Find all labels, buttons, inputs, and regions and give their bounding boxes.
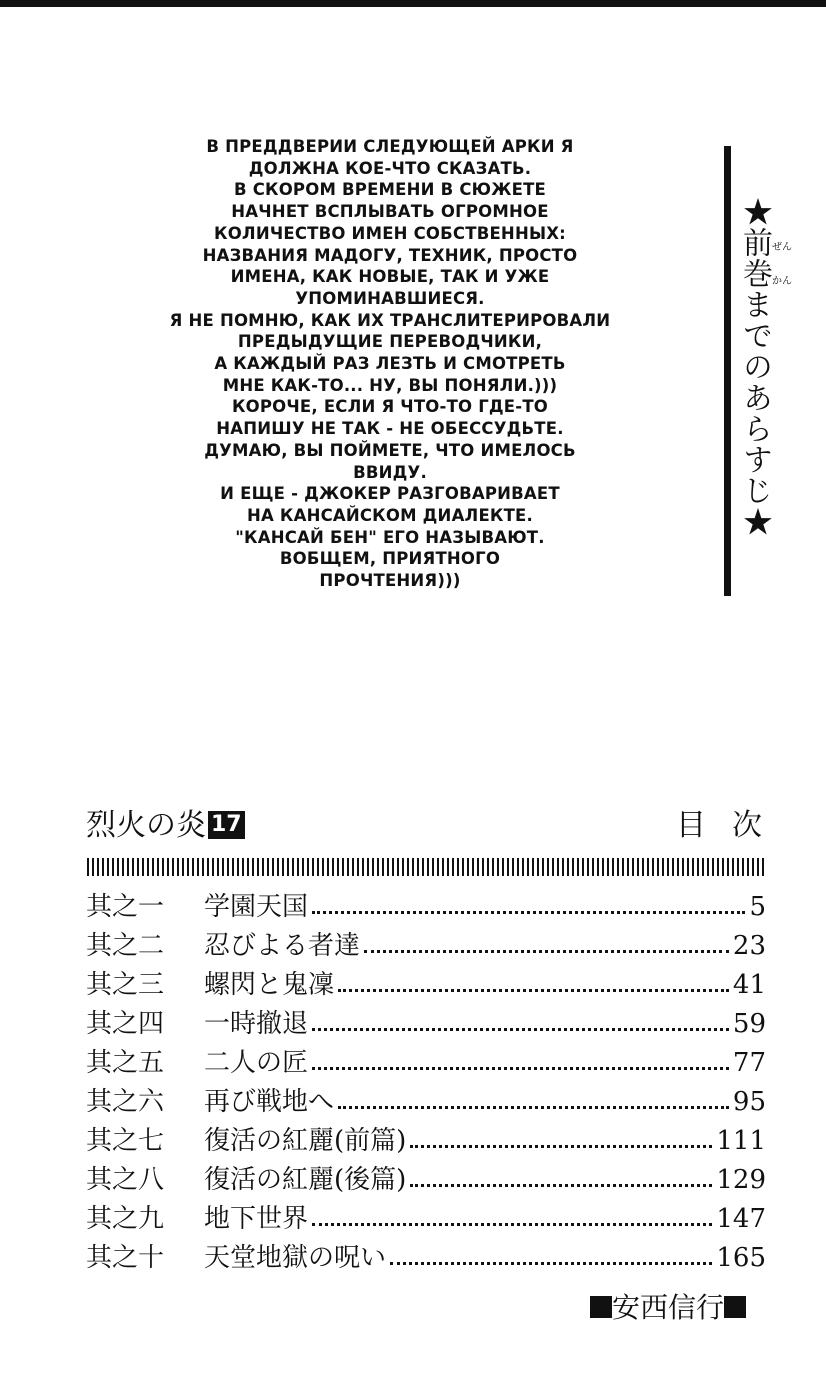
note-line: "КАНСАЙ БЕН" ЕГО НАЗЫВАЮТ. bbox=[235, 527, 545, 547]
square-bullet-icon bbox=[590, 1296, 612, 1318]
author-credit bbox=[590, 1290, 746, 1326]
decorative-tick-rule bbox=[87, 858, 765, 876]
page-number: 41 bbox=[732, 970, 766, 1000]
translator-note bbox=[110, 136, 670, 592]
note-line: ПРОЧТЕНИЯ))) bbox=[319, 571, 461, 591]
note-line: ИМЕНА, КАК НОВЫЕ, ТАК И УЖЕ bbox=[230, 267, 550, 287]
page-number: 77 bbox=[732, 1048, 766, 1078]
chapter-number: 其之二 bbox=[86, 931, 165, 961]
toc-entry bbox=[86, 1200, 766, 1239]
note-line: НАЧНЕТ ВСПЛЫВАТЬ ОГРОМНОЕ bbox=[231, 202, 549, 222]
leader-dots bbox=[312, 1028, 729, 1031]
synopsis-heading: ★前巻までのあらすじ★ bbox=[737, 196, 772, 537]
note-line: МНЕ КАК-ТО... НУ, ВЫ ПОНЯЛИ.))) bbox=[222, 375, 558, 395]
leader-dots bbox=[312, 1067, 729, 1070]
chapter-title: 復活の紅麗(前篇) bbox=[204, 1126, 407, 1156]
chapter-title: 天堂地獄の呪い bbox=[204, 1243, 387, 1273]
toc-entry bbox=[86, 1083, 766, 1122]
chapter-title: 螺閃と鬼凜 bbox=[204, 970, 335, 1000]
leader-dots bbox=[364, 950, 729, 953]
toc-entry bbox=[86, 1044, 766, 1083]
chapter-title: 地下世界 bbox=[204, 1204, 309, 1234]
chapter-title: 復活の紅麗(後篇) bbox=[204, 1165, 407, 1195]
leader-dots bbox=[338, 1106, 729, 1109]
chapter-number: 其之九 bbox=[86, 1204, 165, 1234]
chapter-number: 其之七 bbox=[86, 1126, 165, 1156]
note-line: КОРОЧЕ, ЕСЛИ Я ЧТО-ТО ГДЕ-ТО bbox=[231, 397, 549, 417]
page-number: 5 bbox=[749, 892, 766, 922]
note-line: НА КАНСАЙСКОМ ДИАЛЕКТЕ. bbox=[247, 505, 533, 525]
note-line: ПРЕДЫДУЩИЕ ПЕРЕВОДЧИКИ, bbox=[237, 332, 543, 352]
chapter-title: 二人の匠 bbox=[204, 1048, 309, 1078]
note-line: ВОБЩЕМ, ПРИЯТНОГО bbox=[279, 549, 501, 569]
page-number: 147 bbox=[716, 1204, 766, 1234]
chapter-number: 其之八 bbox=[86, 1165, 165, 1195]
volume-badge: 17 bbox=[208, 811, 245, 839]
note-line: В СКОРОМ ВРЕМЕНИ В СЮЖЕТЕ bbox=[233, 180, 546, 200]
chapter-number: 其之一 bbox=[86, 892, 165, 922]
side-heading-bar bbox=[724, 146, 731, 596]
note-line: НАПИШУ НЕ ТАК - НЕ ОБЕССУДЬТЕ. bbox=[216, 419, 564, 439]
page-number: 111 bbox=[716, 1126, 766, 1156]
series-title: 烈火の炎 bbox=[86, 808, 206, 843]
note-line: А КАЖДЫЙ РАЗ ЛЕЗТЬ И СМОТРЕТЬ bbox=[214, 354, 566, 374]
furigana-kan: かん bbox=[772, 276, 792, 287]
book-title bbox=[86, 806, 245, 846]
note-line: УПОМИНАВШИЕСЯ. bbox=[295, 288, 485, 308]
furigana-zen: ぜん bbox=[772, 242, 792, 253]
chapter-number: 其之四 bbox=[86, 1009, 165, 1039]
toc-entry bbox=[86, 1005, 766, 1044]
note-line: ДУМАЮ, ВЫ ПОЙМЕТЕ, ЧТО ИМЕЛОСЬ bbox=[204, 440, 576, 460]
chapter-number: 其之五 bbox=[86, 1048, 165, 1078]
leader-dots bbox=[410, 1145, 712, 1148]
toc-entry bbox=[86, 888, 766, 927]
toc-entry bbox=[86, 1239, 766, 1278]
chapter-number: 其之三 bbox=[86, 970, 165, 1000]
chapter-title: 忍びよる者達 bbox=[204, 931, 361, 961]
square-bullet-icon bbox=[724, 1296, 746, 1318]
note-line: Я НЕ ПОМНЮ, КАК ИХ ТРАНСЛИТЕРИРОВАЛИ bbox=[169, 310, 611, 330]
chapter-title: 再び戦地へ bbox=[204, 1087, 335, 1117]
author-name: 安西信行 bbox=[612, 1291, 725, 1324]
chapter-number: 其之十 bbox=[86, 1243, 165, 1273]
note-line: ВВИДУ. bbox=[353, 462, 427, 482]
leader-dots bbox=[338, 989, 729, 992]
page-number: 59 bbox=[732, 1009, 766, 1039]
page-number: 95 bbox=[732, 1087, 766, 1117]
page-number: 165 bbox=[716, 1243, 766, 1273]
note-line: НАЗВАНИЯ МАДОГУ, ТЕХНИК, ПРОСТО bbox=[202, 245, 578, 265]
leader-dots bbox=[410, 1184, 712, 1187]
leader-dots bbox=[312, 911, 745, 914]
toc-entry bbox=[86, 1122, 766, 1161]
page-number: 23 bbox=[732, 931, 766, 961]
note-line: ДОЛЖНА КОЕ-ЧТО СКАЗАТЬ. bbox=[248, 158, 532, 178]
chapter-title: 一時撤退 bbox=[204, 1009, 309, 1039]
chapter-number: 其之六 bbox=[86, 1087, 165, 1117]
note-line: В ПРЕДДВЕРИИ СЛЕДУЮЩЕЙ АРКИ Я bbox=[206, 137, 574, 156]
chapter-title: 学園天国 bbox=[204, 892, 309, 922]
page-number: 129 bbox=[716, 1165, 766, 1195]
note-line: КОЛИЧЕСТВО ИМЕН СОБСТВЕННЫХ: bbox=[214, 223, 566, 243]
note-line: И ЕЩЕ - ДЖОКЕР РАЗГОВАРИВАЕТ bbox=[220, 484, 560, 504]
top-border bbox=[0, 0, 826, 7]
leader-dots bbox=[312, 1223, 712, 1226]
toc-entry bbox=[86, 1161, 766, 1200]
table-of-contents bbox=[86, 888, 766, 1278]
toc-entry bbox=[86, 927, 766, 966]
contents-heading: 目次 bbox=[676, 808, 788, 843]
toc-entry bbox=[86, 966, 766, 1005]
leader-dots bbox=[390, 1262, 712, 1265]
